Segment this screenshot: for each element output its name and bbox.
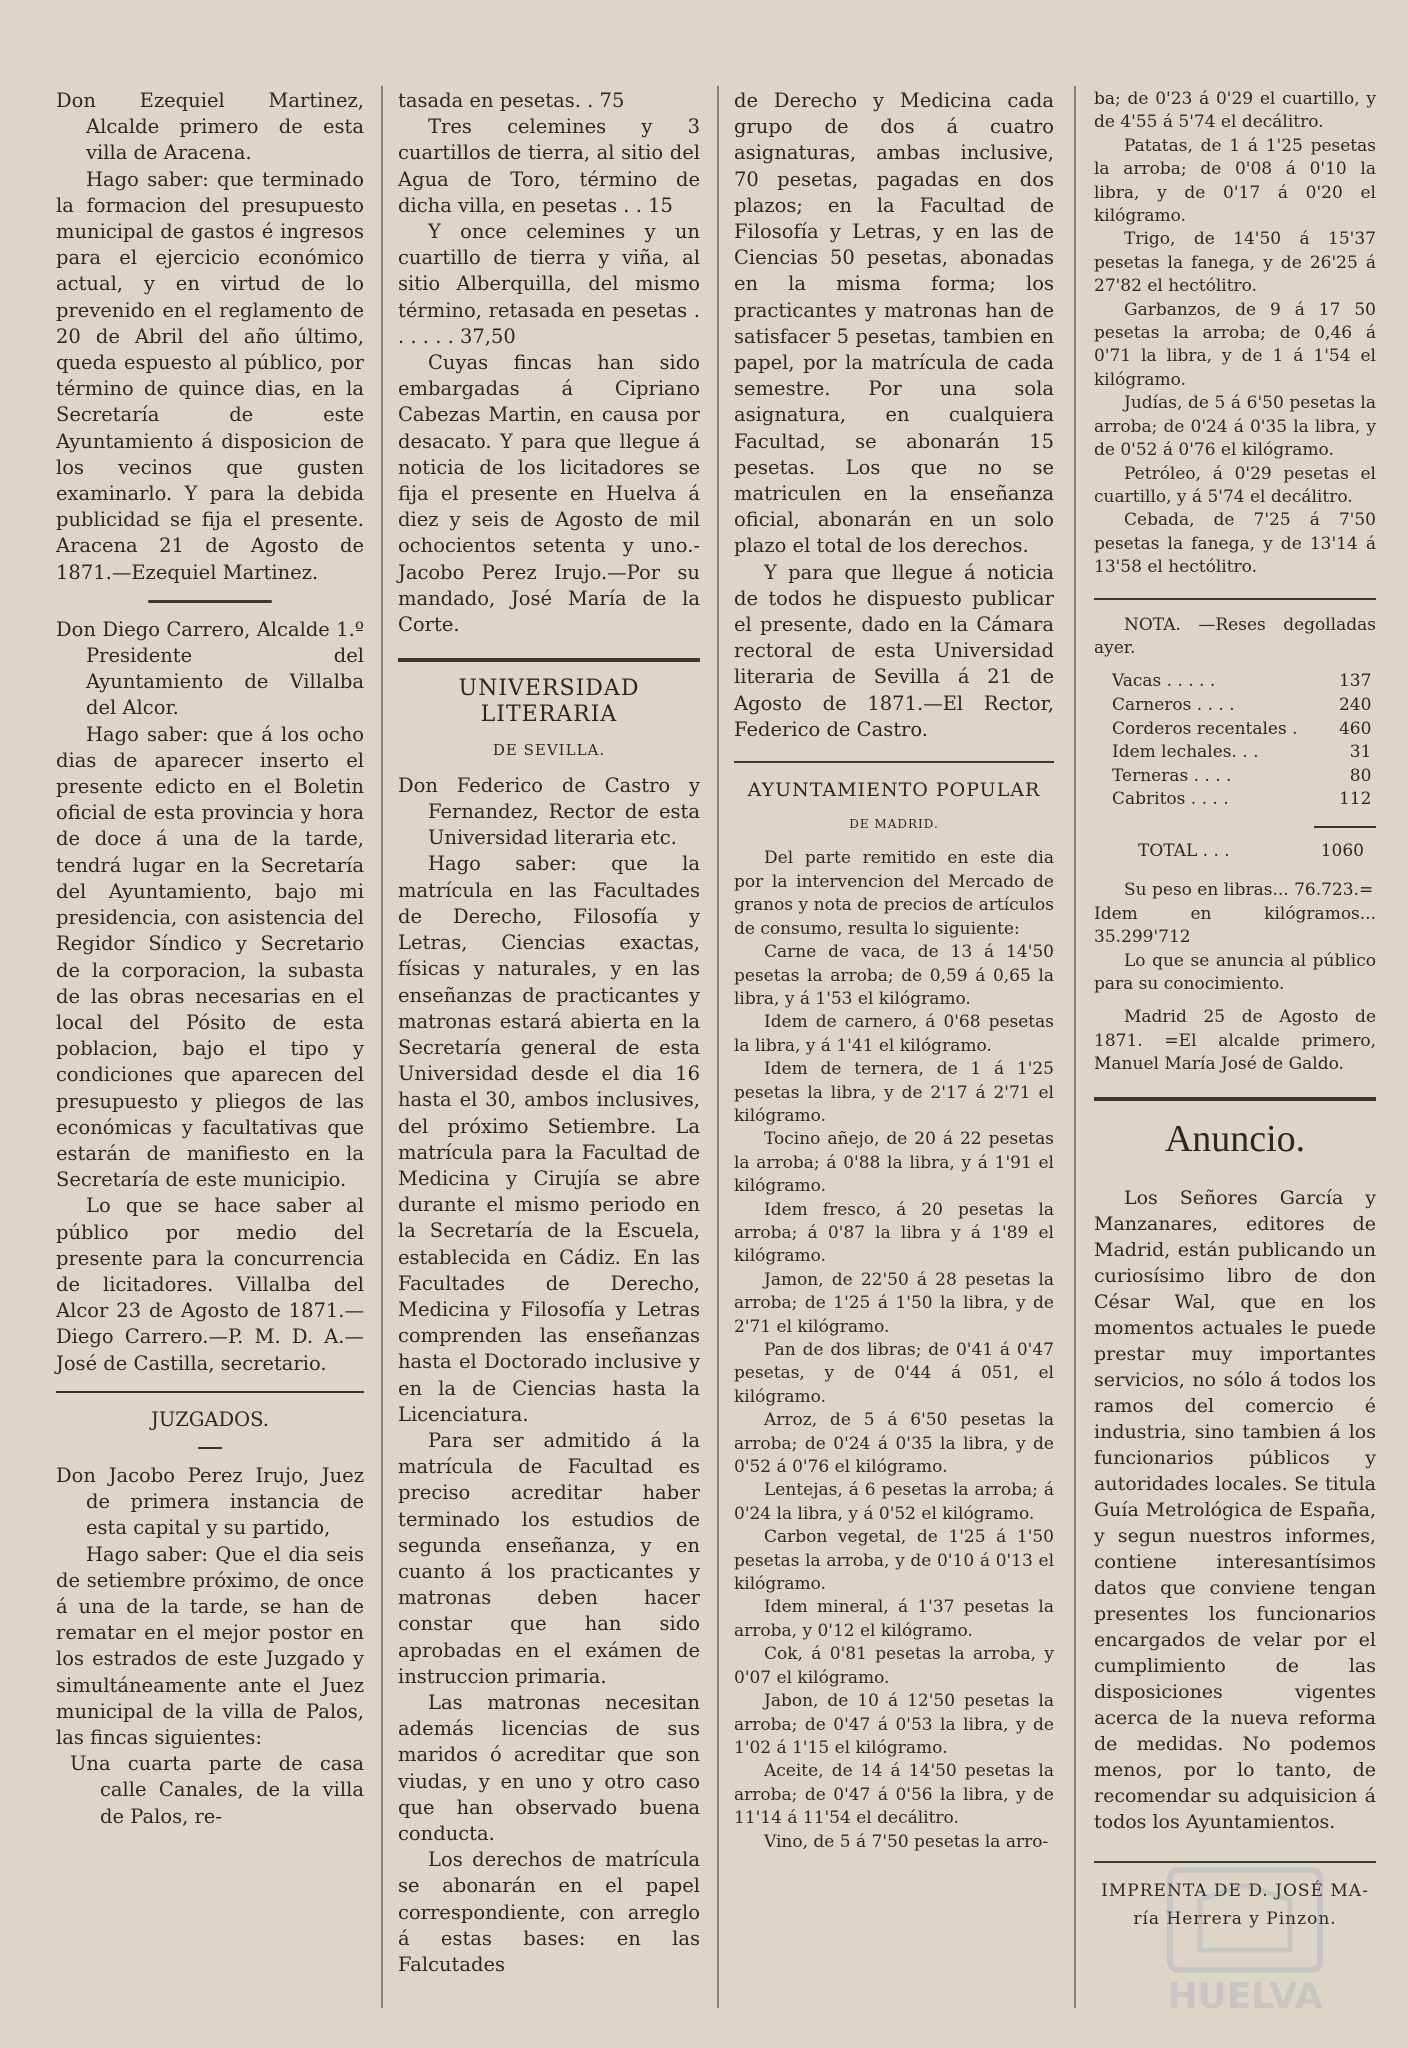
price-item: Idem de ternera, de 1 á 1'25 pesetas la libra, y de 2'17 á 2'71 el kilógramo. [734, 1059, 1054, 1126]
edict-body: Para ser admitido á la matrícula de Facultad es preciso acreditar haber terminado los estudios de segunda enseñanza, y en cuanto á los practicantes y matronas deben hacer constar que han sido aprobadas en el exámen de instruccion primaria. [398, 1428, 700, 1688]
price-item: Jabon, de 10 á 12'50 pesetas la arroba; de 0'47 á 0'53 la libra, y de 1'02 á 1'15 el kilógramo. [734, 1691, 1054, 1758]
price-item: Pan de dos libras; de 0'41 á 0'47 pesetas, y de 0'44 á 051, el kilógramo. [734, 1340, 1054, 1407]
price-item: Cebada, de 7'25 á 7'50 pesetas la fanega, y de 13'14 á 13'58 el hectólitro. [1094, 510, 1376, 578]
divider [1314, 826, 1376, 828]
price-item: Petróleo, á 0'29 pesetas el cuartillo, y á 5'74 el decálitro. [1094, 463, 1376, 507]
livestock-count: 240 [1338, 694, 1372, 715]
section-heading: JUZGADOS. [151, 1407, 269, 1431]
price-item: Idem mineral, á 1'37 pesetas la arroba, y 0'12 el kilógramo. [734, 1597, 1054, 1641]
price-item: ba; de 0'23 á 0'29 el cuartillo, y de 4'55 á 5'74 el decálitro. [1094, 89, 1376, 133]
edict-heading: Don Federico de Castro y Fernandez, Rector de esta Universidad literaria etc. [398, 773, 700, 850]
edict-body: Hago saber: que terminado la formacion del presupuesto municipal de gastos é ingresos para el ejercicio económico actual, y en virtud de lo prevenido en el reglamento de 20 de Abril del año último, queda espuesto al público, por término de quince dias, en la Secretaría de este Ayuntamiento á disposicion de los vecinos que gusten examinarlo. Y para la debida publicidad se fija el presente. Aracena 21 de Agosto de 1871.—Ezequiel Martinez. [56, 167, 364, 584]
livestock-count: 460 [1338, 718, 1372, 739]
edict-heading: Don Jacobo Perez Irujo, Juez de primera instancia de esta capital y su partido, [56, 1463, 364, 1540]
column-2 [398, 88, 700, 1978]
section-subheading: DE MADRID. [849, 817, 939, 832]
edict-body: Lo que se anuncia al público para su conocimiento. [1094, 950, 1376, 994]
price-item: Lentejas, á 6 pesetas la arroba; á 0'24 la libra, y á 0'52 el kilógramo. [734, 1480, 1054, 1524]
price-item: Arroz, de 5 á 6'50 pesetas la arroba; de 0'24 á 0'35 la libra, y de 0'52 á 0'76 el kilógramo. [734, 1410, 1054, 1478]
edict-body: Los derechos de matrícula se abonarán en el papel correspondiente, con arreglo á estas bases: en las Falcutades [398, 1848, 700, 1977]
price-item: Aceite, de 14 á 14'50 pesetas la arroba; de 0'47 á 0'56 la libra, y de 11'14 á 11'54 el decálitro. [734, 1761, 1054, 1829]
price-item: Patatas, de 1 á 1'25 pesetas la arroba; de 0'08 á 0'10 la libra, y de 0'17 á 0'20 el kilógramo. [1094, 135, 1376, 227]
separator [148, 600, 271, 603]
property-item: Tres celemines y 3 cuartillos de tierra, al sitio del Agua de Toro, término de dicha villa, en pesetas . . 15 [398, 115, 700, 217]
printer-imprint: ría Herrera y Pinzon. [1133, 1908, 1337, 1929]
livestock-label: Cabritos . . . . [1112, 789, 1229, 810]
divider [56, 1391, 364, 1393]
price-item: Trigo, de 14'50 á 15'37 pesetas la fanega, y de 26'25 á 27'82 el hectólitro. [1094, 229, 1376, 297]
edict-body: Las matronas necesitan además licencias de sus maridos ó acreditar que son viudas, y en uno y otro caso que han observado buena conducta. [398, 1690, 700, 1845]
edict-body: Y para que llegue á noticia de todos he dispuesto publicar el presente, dado en la Cámara rectoral de esta Universidad literaria de Sevilla á 21 de Agosto de 1871.—El Rector, Federico de Castro. [734, 560, 1054, 741]
livestock-label: Terneras . . . . [1112, 765, 1232, 786]
edict-body: Cuyas fincas han sido embargadas á Cipriano Cabezas Martin, en causa por desacato. Y para que llegue á noticia de los licitadores se fija el presente en Huelva á diez y seis de Agosto de mil ochocientos setenta y uno.-Jacobo Perez Irujo.—Por su mandado, José María de la Corte. [398, 351, 700, 637]
property-item: Una cuarta parte de casa calle Canales, de la villa de Palos, re- [70, 1752, 364, 1828]
divider [1094, 1097, 1376, 1101]
price-item: Tocino añejo, de 20 á 22 pesetas la arroba; á 0'88 la libra, y á 1'91 el kilógramo. [734, 1129, 1054, 1197]
livestock-row [1112, 765, 1371, 789]
weight-pounds: Su peso en libras... 76.723.= [1124, 880, 1374, 901]
price-item: Carne de vaca, de 13 á 14'50 pesetas la arroba; de 0,59 á 0,65 la libra, y á 1'53 el kilógramo. [734, 942, 1054, 1009]
total-label: TOTAL . . . [1138, 840, 1230, 861]
weight-kilograms: Idem en kilógramos... 35.299'712 [1094, 903, 1376, 948]
watermark-text: HUELVA [1167, 1976, 1323, 2017]
edict-body: Hago saber: Que el dia seis de setiembre próximo, de once á una de la tarde, se han de rematar en el mejor postor en los estrados de este Juzgado y simultáneamente ante el Juez municipal de la villa de Palos, las fincas siguientes: [56, 1542, 364, 1749]
divider [1094, 598, 1376, 600]
price-item: Jamon, de 22'50 á 28 pesetas la arroba; de 1'25 á 1'50 la libra, y de 2'71 el kilógramo. [734, 1269, 1054, 1337]
livestock-count: 112 [1338, 789, 1372, 810]
property-item: tasada en pesetas. . 75 [398, 89, 625, 112]
livestock-count: 80 [1349, 765, 1372, 786]
advertisement-title: Anuncio. [1164, 1117, 1306, 1160]
price-item: Cok, á 0'81 pesetas la arroba, y 0'07 el kilógramo. [734, 1644, 1054, 1688]
livestock-count: 137 [1338, 671, 1372, 692]
livestock-label: Carneros . . . . [1112, 694, 1235, 715]
edict-body: de Derecho y Medicina cada grupo de dos á cuatro asignaturas, ambas inclusive, 70 pesetas, pagadas en dos plazos; en la Facultad de Filosofía y Letras, y en las de Ciencias 50 pesetas, abonadas en la misma forma; los practicantes y matronas han de satisfacer 5 pesetas, tambien en papel, por la matrícula de cada semestre. Por una sola asignatura, en cualquiera Facultad, se abonarán 15 pesetas. Los que no se matriculen en la enseñanza oficial, abonarán en un solo plazo el total de los derechos. [734, 89, 1054, 558]
price-item: Carbon vegetal, de 1'25 á 1'50 pesetas la arroba, y de 0'10 á 0'13 el kilógramo. [734, 1527, 1054, 1595]
livestock-count: 31 [1349, 742, 1372, 763]
column-rule [1074, 86, 1076, 2008]
property-item: Y once celemines y un cuartillo de tierra y viña, al sitio Alberquilla, del mismo término, retasada en pesetas . . . . . . 37,50 [398, 220, 700, 348]
edict-body: Lo que se hace saber al público por medio del presente para la concurrencia de licitadores. Villalba del Alcor 23 de Agosto de 1871.—Diego Carrero.—P. M. D. A.—José de Castilla, secretario. [56, 1194, 364, 1375]
price-item: Judías, de 5 á 6'50 pesetas la arroba; de 0'24 á 0'35 la libra, y de 0'52 á 0'76 el kilógramo. [1094, 393, 1376, 461]
section-heading: UNIVERSIDAD LITERARIA [458, 676, 640, 728]
section-subheading: DE SEVILLA. [492, 740, 606, 759]
livestock-label: Vacas . . . . . [1112, 671, 1216, 692]
livestock-row [1112, 788, 1371, 812]
column-3 [734, 88, 1054, 1854]
edict-heading: Don Diego Carrero, Alcalde 1.º Presidente del Ayuntamiento de Villalba del Alcor. [56, 617, 364, 720]
livestock-label: Corderos recentales . [1112, 718, 1298, 739]
divider [198, 1447, 223, 1449]
livestock-table [1112, 670, 1371, 812]
livestock-row [1112, 694, 1371, 718]
archive-watermark-logo [1150, 1860, 1340, 2020]
section-heading: AYUNTAMIENTO POPULAR [747, 779, 1041, 802]
column-rule [381, 86, 383, 2008]
column-rule [717, 86, 719, 2008]
edict-body: Hago saber: que á los ocho dias de aparecer inserto el presente edicto en el Boletin oficial de esta provincia y hora de doce á una de la tarde, tendrá lugar en la Secretaría del Ayuntamiento, bajo mi presidencia, con asistencia del Regidor Síndico y Secretario de la corporacion, la subasta de las obras necesarias en el local del Pósito de esta poblacion, bajo el tipo y condiciones que aparecen del presupuesto y pliegos de las económicas y facultativas que estarán de manifiesto en la Secretaría de este municipio. [56, 722, 364, 1192]
price-list [1094, 88, 1376, 580]
price-item: Vino, de 5 á 7'50 pesetas la arro- [764, 1831, 1049, 1852]
livestock-label: Idem lechales. . . [1112, 742, 1259, 763]
advertisement-body: Los Señores García y Manzanares, editores de Madrid, están publicando un curiosísimo libro de don César Wal, que en los momentos actuales le puede prestar muy importantes servicios, no sólo á todos los ramos del comercio é industria, sino tambien á los funcionarios públicos y autoridades locales. Se titula Guía Metrológica de España, y segun nuestros informes, contiene interesantísimos datos que conviene tengan presentes los funcionarios encargados de velar por el cumplimiento de las disposiciones vigentes acerca de la nueva reforma de medidas. No podemos menos, por lo tanto, de recomendar su adquisicion á todos los Ayuntamientos. [1094, 1186, 1376, 1833]
divider [398, 658, 700, 662]
note-heading: NOTA. —Reses degolladas ayer. [1094, 614, 1376, 658]
livestock-row [1112, 741, 1371, 765]
edict-body: Hago saber: que la matrícula en las Facultades de Derecho, Filosofía y Letras, Ciencias exactas, físicas y naturales, y en las enseñanzas de practicantes y matronas estará abierta en la Secretaría general de esta Universidad desde el dia 16 hasta el 30, ambos inclusives, del próximo Setiembre. La matrícula para la Facultad de Medicina y Cirujía se abre durante el mismo periodo en la Secretaría de la Escuela, establecida en Cádiz. En las Facultades de Derecho, Medicina y Filosofía y Letras comprenden las enseñanzas hasta el Doctorado inclusive y en la de Ciencias hasta la Licenciatura. [398, 852, 700, 1426]
column-1 [56, 88, 364, 1830]
total-value: 1060 [1320, 840, 1364, 861]
signature: Madrid 25 de Agosto de 1871. =El alcalde primero, Manuel María José de Galdo. [1094, 1007, 1376, 1075]
printer-imprint: IMPRENTA DE D. JOSÉ MA- [1101, 1880, 1369, 1901]
column-4 [1094, 88, 1376, 1933]
report-intro: Del parte remitido en este dia por la intervencion del Mercado de granos y nota de precios de artículos de consumo, resulta lo siguiente: [734, 848, 1054, 939]
edict-heading: Don Ezequiel Martinez, Alcalde primero de esta villa de Aracena. [56, 89, 364, 165]
price-item: Idem fresco, á 20 pesetas la arroba; á 0'87 la libra y á 1'89 el kilógramo. [734, 1199, 1054, 1267]
total-row [1138, 840, 1376, 863]
price-list [734, 941, 1054, 1854]
price-item: Idem de carnero, á 0'68 pesetas la libra, y á 1'41 el kilógramo. [734, 1012, 1054, 1056]
price-item: Garbanzos, de 9 á 17 50 pesetas la arroba; de 0,46 á 0'71 la libra, y de 1 á 1'54 el kilógramo. [1094, 299, 1376, 390]
livestock-row [1112, 670, 1371, 694]
divider [734, 761, 1054, 763]
livestock-row [1112, 718, 1371, 742]
